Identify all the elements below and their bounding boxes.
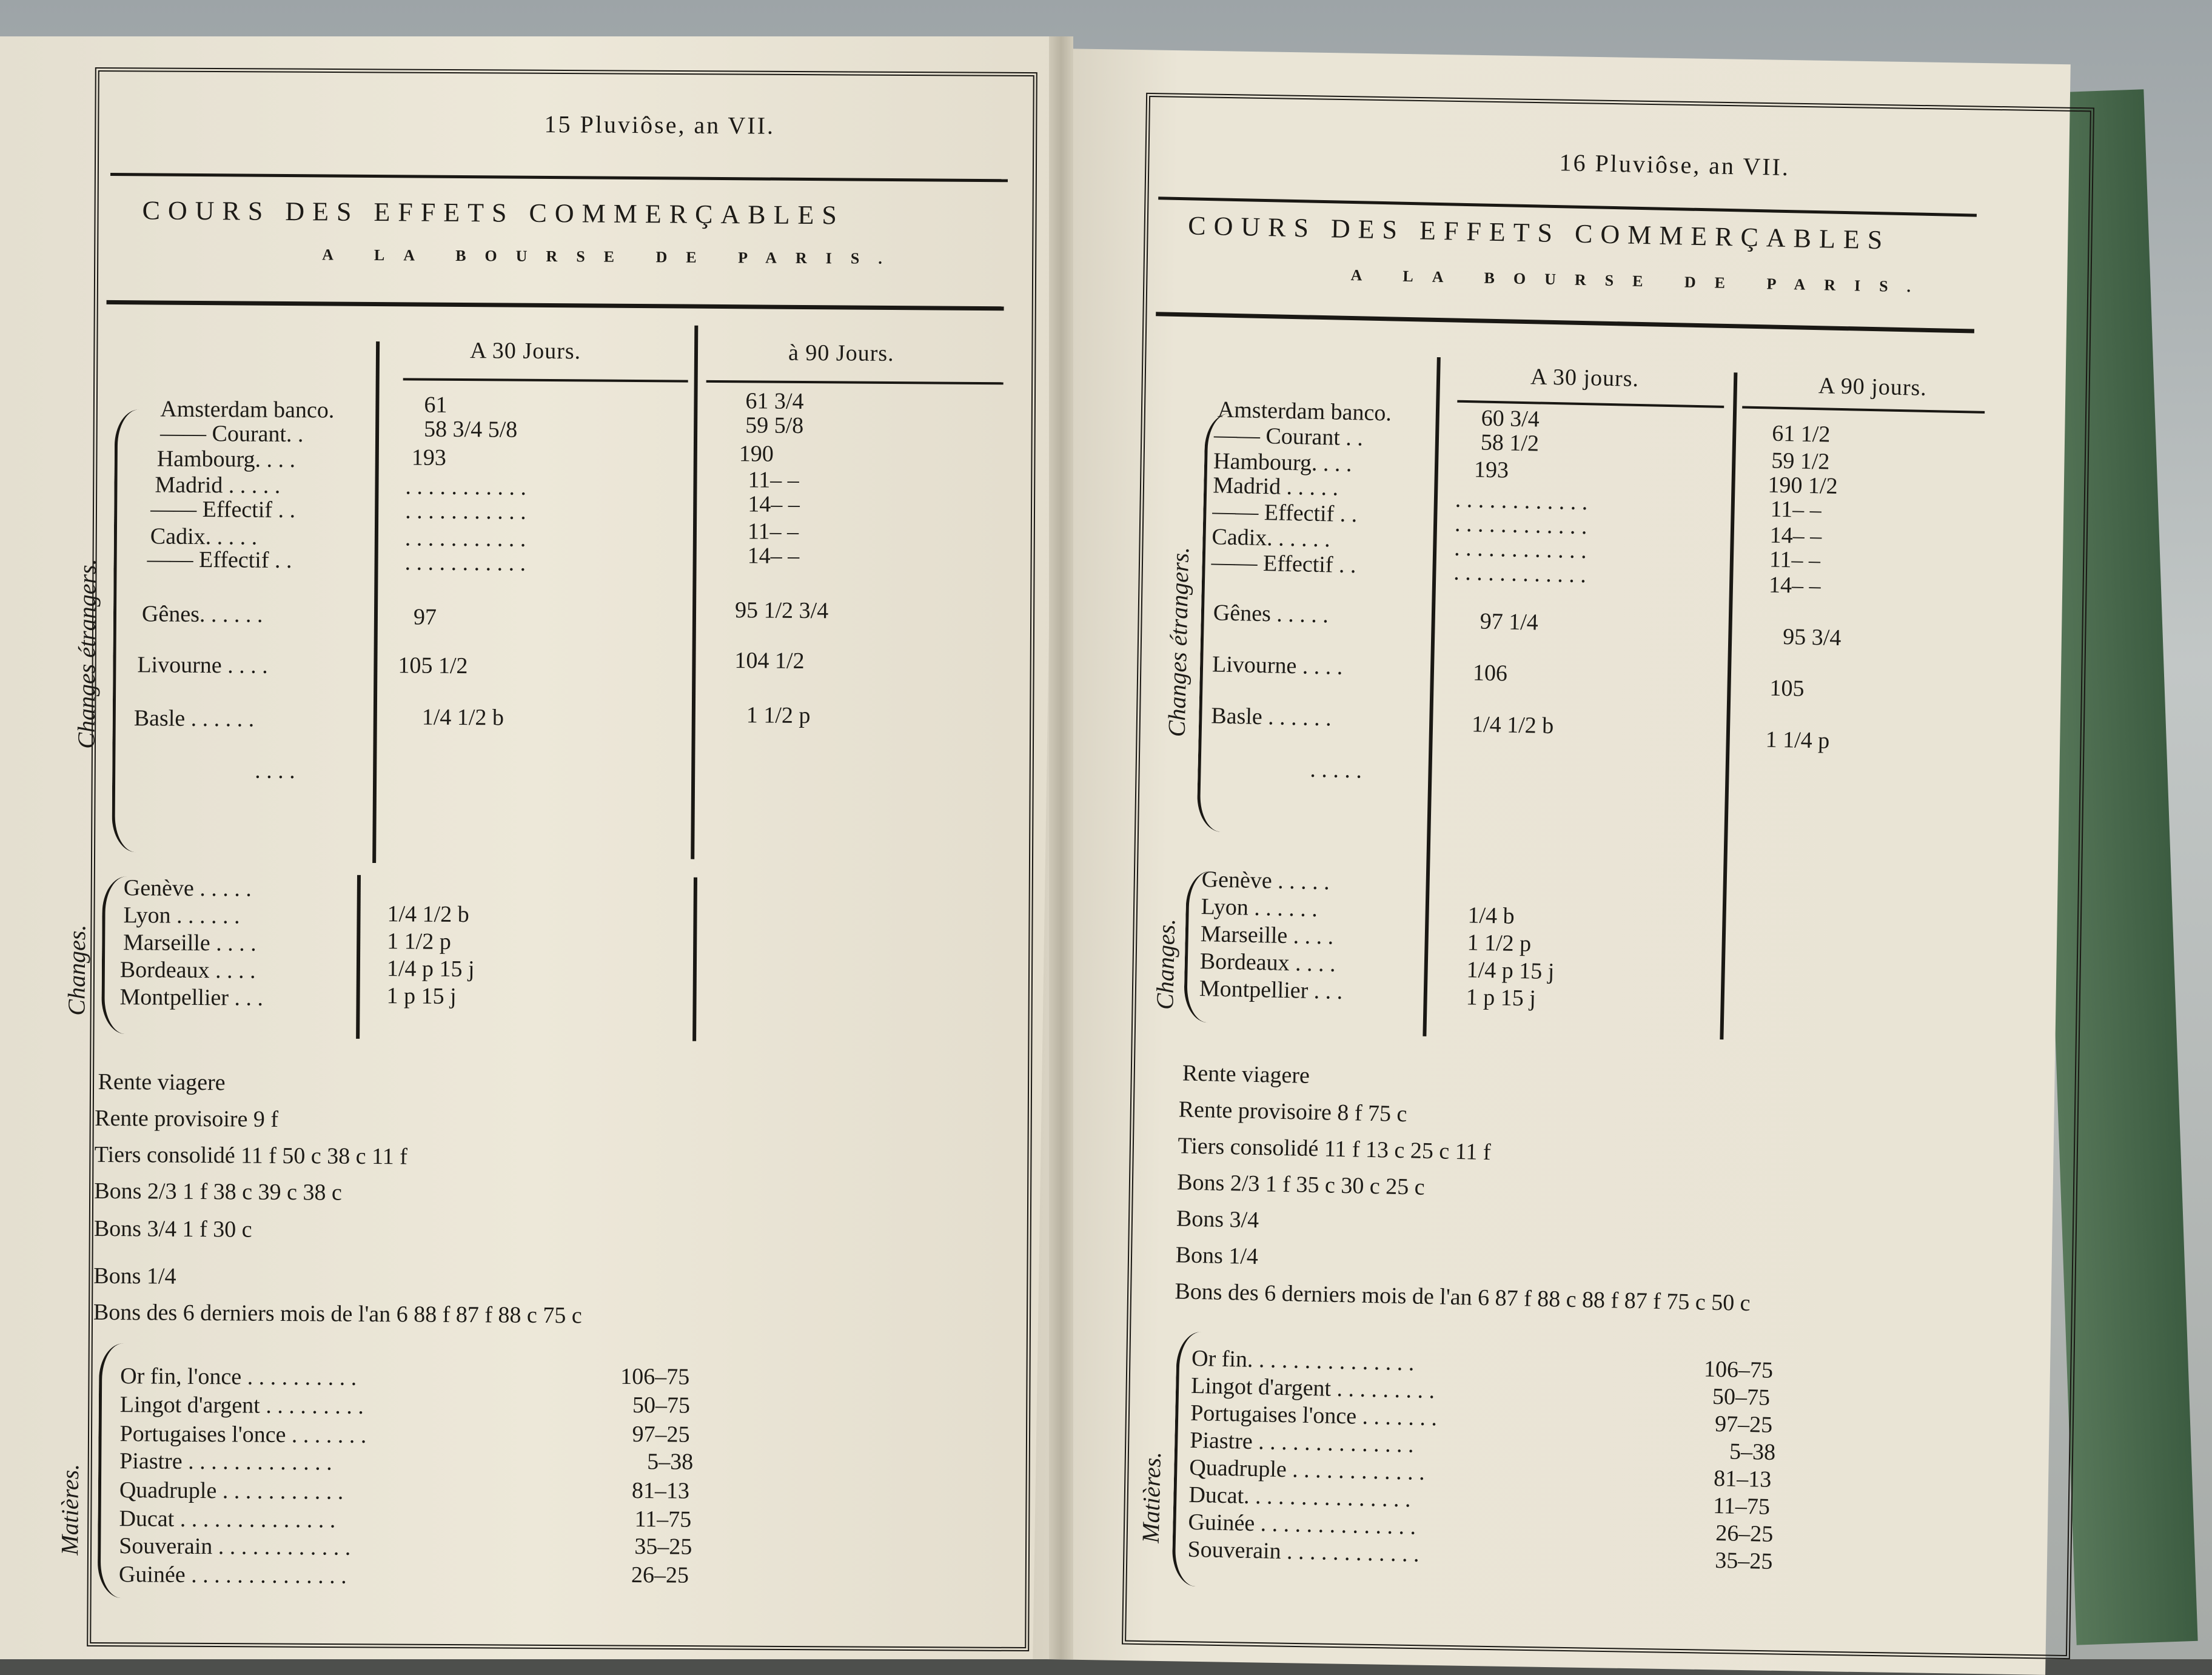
col-90-rule <box>1742 406 1985 414</box>
metal-label: Guinée . . . . . . . . . . . . . . <box>118 1562 347 1589</box>
bottom-line: Rente provisoire 8 f 75 c <box>1178 1096 1407 1127</box>
bottom-line: Rente provisoire 9 f <box>95 1105 279 1132</box>
bottom-line: Bons 1/4 <box>1175 1242 1259 1270</box>
metal-value: 106–75 <box>1703 1356 1774 1383</box>
row-label: . . . . . <box>1310 756 1362 784</box>
metal-label: Portugaises l'once . . . . . . . <box>119 1421 367 1448</box>
row-v90: 190 <box>739 441 774 467</box>
row-v90: 11– – <box>747 519 799 545</box>
metal-label: Ducat . . . . . . . . . . . . . . <box>119 1506 336 1533</box>
label-col-divider <box>1423 357 1440 1036</box>
row-v90: 59 5/8 <box>745 412 804 438</box>
bottom-line: Bons 2/3 1 f 35 c 30 c 25 c <box>1176 1169 1426 1200</box>
row-v30: 60 3/4 <box>1481 405 1540 432</box>
metal-value: 11–75 <box>634 1506 692 1532</box>
page-title: COURS DES EFFETS COMMERÇABLES <box>142 195 845 230</box>
row-label: Hambourg. . . . <box>156 446 296 473</box>
row-v90: 14– – <box>748 491 800 517</box>
bottom-line: Bons 1/4 <box>93 1263 176 1289</box>
row-v30: . . . . . . . . . . . . <box>1453 535 1587 564</box>
row-label: Livourne . . . . <box>137 652 268 679</box>
metal-label: Lingot d'argent . . . . . . . . . <box>1190 1372 1435 1404</box>
row-v90: 59 1/2 <box>1771 448 1830 475</box>
row-v90: 1 1/4 p <box>1765 727 1830 754</box>
page-subtitle: A LA BOURSE DE PARIS. <box>322 246 901 268</box>
metal-label: Ducat. . . . . . . . . . . . . . . <box>1188 1482 1412 1512</box>
metal-value: 5–38 <box>647 1449 694 1475</box>
bottom-line: Bons des 6 derniers mois de l'an 6 88 f 87 f 88 c 75 c <box>93 1299 582 1329</box>
row-label: Basle . . . . . . <box>133 705 255 732</box>
group-foreign-label: Changes étrangers. <box>1162 546 1195 737</box>
metal-value: 5–38 <box>1729 1438 1776 1466</box>
row-v90: 11– – <box>748 467 799 493</box>
row-v30: . . . . . . . . . . . <box>404 549 526 576</box>
metal-value: 50–75 <box>1712 1383 1771 1411</box>
metal-value: 81–13 <box>631 1478 690 1504</box>
bottom-line: Bons 3/4 1 f 30 c <box>93 1215 252 1243</box>
row-v30: 1/4 1/2 b <box>1471 711 1554 739</box>
row-v30: 106 <box>1472 660 1508 686</box>
row-v30: . . . . . . . . . . . . <box>1455 486 1588 515</box>
row-v30: 1 1/2 p <box>387 928 451 955</box>
row-v90: 190 1/2 <box>1768 472 1838 499</box>
group-metals-label: Matières. <box>1136 1451 1166 1543</box>
col-divider <box>1720 372 1737 1039</box>
row-label: . . . . <box>255 757 295 784</box>
metal-value: 26–25 <box>1715 1520 1774 1548</box>
row-label: Marseille . . . . <box>1200 921 1334 950</box>
group-metals-label: Matières. <box>56 1463 84 1556</box>
group-domestic-label: Changes. <box>62 924 91 1016</box>
row-v30: 1/4 1/2 b <box>387 901 469 928</box>
row-label: Hambourg. . . . <box>1213 448 1352 477</box>
row-v30: 1/4 p 15 j <box>386 956 475 982</box>
row-label: Genève . . . . . <box>123 875 252 902</box>
row-v30: 97 <box>413 604 437 630</box>
row-v30: 58 3/4 5/8 <box>423 416 518 443</box>
row-v90: 11– – <box>1770 496 1822 523</box>
row-v30: 97 1/4 <box>1480 608 1539 636</box>
metal-label: Quadruple . . . . . . . . . . . . <box>1188 1454 1426 1485</box>
metal-label: Lingot d'argent . . . . . . . . . <box>119 1392 364 1419</box>
metal-value: 26–25 <box>631 1562 689 1588</box>
bottom-line: Bons 2/3 1 f 38 c 39 c 38 c <box>94 1178 342 1206</box>
row-v30: 193 <box>1473 457 1509 483</box>
row-v90: 11– – <box>1769 546 1821 574</box>
row-label: Bordeaux . . . . <box>1199 948 1336 977</box>
metal-label: Souverain . . . . . . . . . . . . <box>1187 1536 1420 1567</box>
metal-value: 11–75 <box>1712 1492 1771 1520</box>
row-label: Gênes. . . . . . <box>141 601 263 628</box>
row-v90: 61 3/4 <box>745 388 804 414</box>
row-v90: 95 3/4 <box>1782 624 1842 651</box>
row-label: —— Effectif . . <box>150 496 296 523</box>
row-v30: 1/4 1/2 b <box>421 704 504 731</box>
row-v30: . . . . . . . . . . . <box>405 474 527 500</box>
row-label: —— Courant . . <box>1213 422 1364 451</box>
row-label: Amsterdam banco. <box>160 396 335 423</box>
title-rule <box>1156 312 1974 333</box>
metal-label: Quadruple . . . . . . . . . . . <box>119 1477 344 1505</box>
row-label: Madrid . . . . . <box>155 472 281 498</box>
row-v30: . . . . . . . . . . . . <box>1453 559 1587 588</box>
row-label: Genève . . . . . <box>1201 867 1330 895</box>
page-title: COURS DES EFFETS COMMERÇABLES <box>1187 210 1891 255</box>
page-date: 16 Pluviôse, an VII. <box>1559 149 1791 181</box>
row-label: Lyon . . . . . . <box>123 902 240 929</box>
metal-label: Piastre . . . . . . . . . . . . . <box>119 1448 332 1475</box>
row-v30: 1/4 p 15 j <box>1466 957 1555 985</box>
metal-label: Souverain . . . . . . . . . . . . <box>119 1533 351 1560</box>
bottom-line: Rente viagere <box>1182 1060 1310 1089</box>
row-v30: 105 1/2 <box>398 653 468 679</box>
col-90-header: A 90 jours. <box>1818 373 1928 401</box>
row-v30: 1 p 15 j <box>1466 984 1537 1012</box>
row-label: —— Effectif . . <box>1211 549 1356 579</box>
row-label: Basle . . . . . . <box>1210 703 1332 731</box>
row-label: —— Effectif . . <box>1212 498 1358 528</box>
metal-label: Guinée . . . . . . . . . . . . . . <box>1188 1509 1416 1540</box>
metal-value: 50–75 <box>632 1392 691 1418</box>
col-90-header: à 90 Jours. <box>788 340 894 366</box>
bottom-line: Rente viagere <box>98 1069 226 1096</box>
row-v30: 1/4 b <box>1467 902 1515 929</box>
row-v30: . . . . . . . . . . . <box>404 525 526 552</box>
row-label: Cadix. . . . . . <box>1212 524 1331 552</box>
row-v90: 14– – <box>1768 572 1822 599</box>
bottom-line: Bons des 6 derniers mois de l'an 6 87 f 88 c 88 f 87 f 75 c 50 c <box>1175 1278 1751 1317</box>
row-label: Livourne . . . . <box>1212 651 1343 680</box>
metal-value: 81–13 <box>1713 1465 1772 1492</box>
metal-label: Portugaises l'once . . . . . . . <box>1190 1400 1438 1431</box>
metal-value: 35–25 <box>634 1534 692 1560</box>
metal-value: 106–75 <box>620 1363 690 1390</box>
row-v30: . . . . . . . . . . . <box>405 498 526 525</box>
row-label: Montpellier . . . <box>119 984 264 1011</box>
metal-value: 35–25 <box>1714 1548 1773 1574</box>
metal-value: 97–25 <box>632 1422 690 1448</box>
group-foreign-label: Changes étrangers. <box>72 559 101 749</box>
col-30-header: A 30 Jours. <box>469 338 581 364</box>
row-label: Amsterdam banco. <box>1217 397 1392 426</box>
row-label: Bordeaux . . . . <box>119 957 256 984</box>
row-v90: 104 1/2 <box>734 648 805 674</box>
row-v30: . . . . . . . . . . . . <box>1454 511 1587 540</box>
row-label: Montpellier . . . <box>1199 976 1343 1004</box>
row-v90: 14– – <box>1769 522 1822 549</box>
metal-label: Piastre . . . . . . . . . . . . . . <box>1189 1427 1415 1458</box>
row-v30: 1 1/2 p <box>1467 930 1532 957</box>
row-label: —— Courant. . <box>159 420 304 448</box>
row-v90: 105 <box>1769 675 1805 702</box>
row-label: —— Effectif . . <box>147 546 292 574</box>
row-v90: 1 1/2 p <box>746 702 811 729</box>
row-label: Lyon . . . . . . <box>1201 894 1318 922</box>
page-date: 15 Pluviôse, an VII. <box>544 110 776 139</box>
row-v30: 58 1/2 <box>1480 429 1540 457</box>
metal-value: 97–25 <box>1714 1411 1773 1438</box>
row-v30: 193 <box>411 445 446 471</box>
bottom-line: Tiers consolidé 11 f 50 c 38 c 11 f <box>94 1141 408 1170</box>
row-v30: 1 p 15 j <box>386 983 457 1009</box>
row-label: Madrid . . . . . <box>1212 472 1339 501</box>
group-domestic-label: Changes. <box>1151 918 1181 1010</box>
page-subtitle: A LA BOURSE DE PARIS. <box>1350 266 1930 296</box>
row-v90: 95 1/2 3/4 <box>734 597 829 624</box>
metal-label: Or fin. . . . . . . . . . . . . . . <box>1191 1345 1415 1376</box>
row-label: Cadix. . . . . <box>150 523 258 550</box>
bottom-line: Bons 3/4 <box>1176 1206 1259 1234</box>
col-30-header: A 30 jours. <box>1530 364 1640 392</box>
metal-label: Or fin, l'once . . . . . . . . . . <box>120 1363 357 1391</box>
row-label: Gênes . . . . . <box>1213 600 1329 628</box>
row-v90: 61 1/2 <box>1771 420 1831 448</box>
bottom-line: Tiers consolidé 11 f 13 c 25 c 11 f <box>1178 1133 1491 1166</box>
row-v90: 14– – <box>747 543 800 569</box>
row-label: Marseille . . . . <box>123 930 256 956</box>
row-v30: 61 <box>424 392 447 418</box>
